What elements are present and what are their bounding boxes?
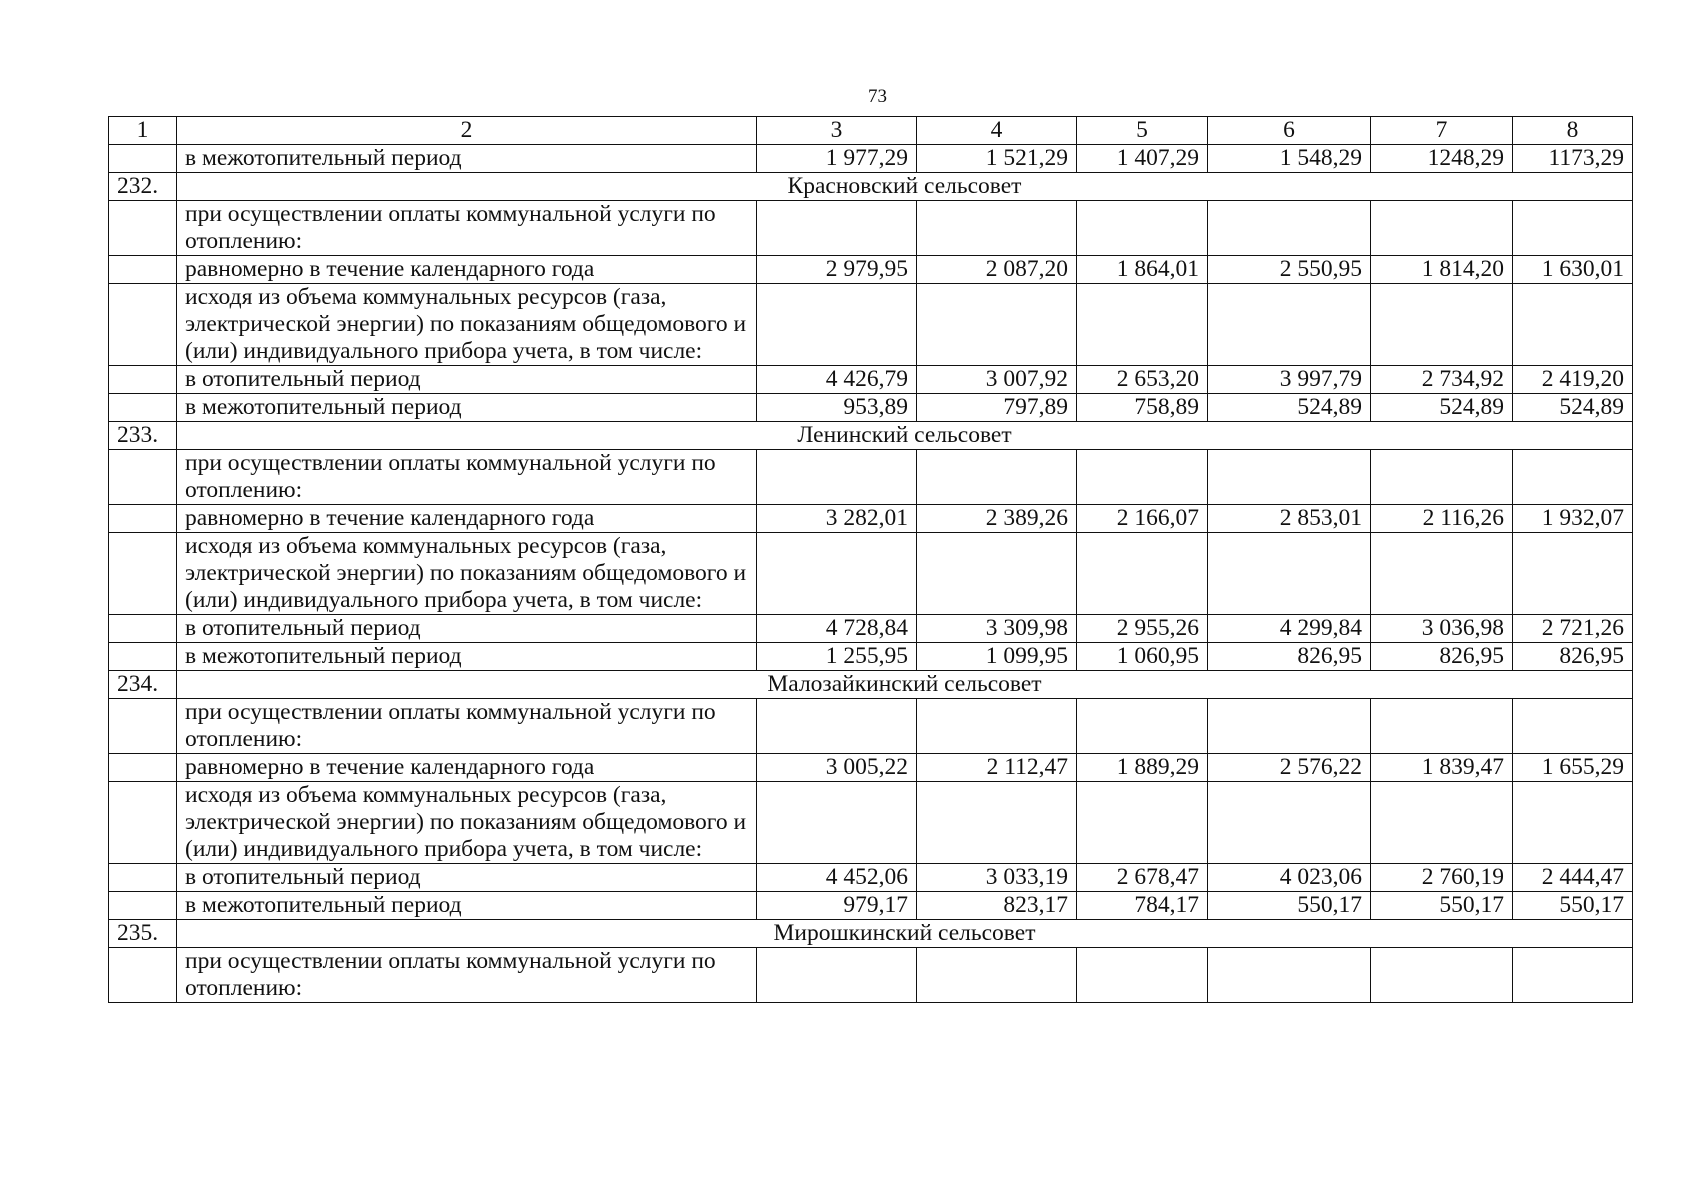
value-cell: 2 116,26 [1371, 505, 1513, 533]
table-row [109, 145, 1633, 173]
value-cell: 2 734,92 [1371, 366, 1513, 394]
value-cell: 826,95 [1371, 643, 1513, 671]
row-label: равномерно в течение календарного года [177, 505, 757, 533]
value-cell: 1 521,29 [917, 145, 1077, 173]
header-cell: 1 [109, 117, 177, 145]
value-cell: 2 087,20 [917, 256, 1077, 284]
table-row [109, 782, 1633, 864]
value-cell: 1 932,07 [1513, 505, 1633, 533]
value-cell: 826,95 [1208, 643, 1371, 671]
section-title: Мирошкинский сельсовет [177, 920, 1633, 948]
header-cell: 4 [917, 117, 1077, 145]
value-cell: 2 853,01 [1208, 505, 1371, 533]
value-cell: 758,89 [1077, 394, 1208, 422]
value-cell: 524,89 [1371, 394, 1513, 422]
row-label: исходя из объема коммунальных ресурсов (газа, электрической энергии) по показаниям общедомового и (или) индивидуального прибора учета, в том числе: [177, 284, 757, 366]
table-row [109, 699, 1633, 754]
value-cell: 1 814,20 [1371, 256, 1513, 284]
value-cell: 1 255,95 [757, 643, 917, 671]
table-row [109, 450, 1633, 505]
value-cell: 1 655,29 [1513, 754, 1633, 782]
value-cell: 2 112,47 [917, 754, 1077, 782]
header-cell: 2 [177, 117, 757, 145]
value-cell: 2 576,22 [1208, 754, 1371, 782]
table-row [109, 864, 1633, 892]
value-cell: 2 550,95 [1208, 256, 1371, 284]
value-cell: 550,17 [1513, 892, 1633, 920]
table-row [109, 201, 1633, 256]
section-header-row [109, 671, 1633, 699]
value-cell: 2 389,26 [917, 505, 1077, 533]
value-cell: 784,17 [1077, 892, 1208, 920]
value-cell: 3 005,22 [757, 754, 917, 782]
value-cell: 2 678,47 [1077, 864, 1208, 892]
value-cell: 1 839,47 [1371, 754, 1513, 782]
section-index: 235. [109, 920, 177, 948]
row-label: исходя из объема коммунальных ресурсов (газа, электрической энергии) по показаниям общедомового и (или) индивидуального прибора учета, в том числе: [177, 533, 757, 615]
value-cell: 1 060,95 [1077, 643, 1208, 671]
table-row [109, 754, 1633, 782]
row-label: в отопительный период [177, 615, 757, 643]
row-label: равномерно в течение календарного года [177, 256, 757, 284]
value-cell: 550,17 [1208, 892, 1371, 920]
value-cell: 1 407,29 [1077, 145, 1208, 173]
value-cell: 2 653,20 [1077, 366, 1208, 394]
row-label: в межотопительный период [177, 145, 757, 173]
table-row [109, 256, 1633, 284]
value-cell: 4 728,84 [757, 615, 917, 643]
table-row [109, 284, 1633, 366]
row-label: в межотопительный период [177, 892, 757, 920]
table-row [109, 366, 1633, 394]
value-cell: 3 007,92 [917, 366, 1077, 394]
value-cell: 4 023,06 [1208, 864, 1371, 892]
header-cell: 5 [1077, 117, 1208, 145]
header-row [109, 117, 1633, 145]
table-row [109, 394, 1633, 422]
row-label: при осуществлении оплаты коммунальной услуги по отоплению: [177, 948, 757, 1003]
header-cell: 8 [1513, 117, 1633, 145]
row-label: равномерно в течение календарного года [177, 754, 757, 782]
row-label: в отопительный период [177, 864, 757, 892]
value-cell: 4 426,79 [757, 366, 917, 394]
row-label: при осуществлении оплаты коммунальной услуги по отоплению: [177, 450, 757, 505]
value-cell: 1173,29 [1513, 145, 1633, 173]
row-label: исходя из объема коммунальных ресурсов (газа, электрической энергии) по показаниям общедомового и (или) индивидуального прибора учета, в том числе: [177, 782, 757, 864]
row-label: при осуществлении оплаты коммунальной услуги по отоплению: [177, 201, 757, 256]
table-row [109, 948, 1633, 1003]
table-row [109, 505, 1633, 533]
value-cell: 1 548,29 [1208, 145, 1371, 173]
section-index: 232. [109, 173, 177, 201]
section-header-row [109, 920, 1633, 948]
header-cell: 7 [1371, 117, 1513, 145]
value-cell: 4 299,84 [1208, 615, 1371, 643]
value-cell: 1 864,01 [1077, 256, 1208, 284]
value-cell: 524,89 [1513, 394, 1633, 422]
header-cell: 3 [757, 117, 917, 145]
value-cell: 3 997,79 [1208, 366, 1371, 394]
value-cell: 3 309,98 [917, 615, 1077, 643]
value-cell: 953,89 [757, 394, 917, 422]
table-row [109, 643, 1633, 671]
value-cell: 2 955,26 [1077, 615, 1208, 643]
value-cell: 823,17 [917, 892, 1077, 920]
row-label: в межотопительный период [177, 394, 757, 422]
value-cell: 1 630,01 [1513, 256, 1633, 284]
value-cell: 1248,29 [1371, 145, 1513, 173]
table-row [109, 615, 1633, 643]
value-cell: 2 419,20 [1513, 366, 1633, 394]
value-cell: 4 452,06 [757, 864, 917, 892]
section-index: 233. [109, 422, 177, 450]
section-header-row [109, 173, 1633, 201]
section-title: Ленинский сельсовет [177, 422, 1633, 450]
value-cell: 3 036,98 [1371, 615, 1513, 643]
value-cell: 1 977,29 [757, 145, 917, 173]
value-cell: 2 721,26 [1513, 615, 1633, 643]
value-cell: 1 099,95 [917, 643, 1077, 671]
table-row [109, 892, 1633, 920]
row-label: в межотопительный период [177, 643, 757, 671]
section-title: Красновский сельсовет [177, 173, 1633, 201]
value-cell: 1 889,29 [1077, 754, 1208, 782]
section-index: 234. [109, 671, 177, 699]
value-cell: 979,17 [757, 892, 917, 920]
value-cell: 2 979,95 [757, 256, 917, 284]
value-cell: 524,89 [1208, 394, 1371, 422]
value-cell: 550,17 [1371, 892, 1513, 920]
row-label: при осуществлении оплаты коммунальной услуги по отоплению: [177, 699, 757, 754]
table-row [109, 533, 1633, 615]
header-cell: 6 [1208, 117, 1371, 145]
value-cell: 826,95 [1513, 643, 1633, 671]
index-cell [109, 145, 177, 173]
value-cell: 797,89 [917, 394, 1077, 422]
section-title: Малозайкинский сельсовет [177, 671, 1633, 699]
tariff-table [108, 116, 1633, 1003]
value-cell: 2 760,19 [1371, 864, 1513, 892]
value-cell: 3 033,19 [917, 864, 1077, 892]
value-cell: 2 166,07 [1077, 505, 1208, 533]
value-cell: 2 444,47 [1513, 864, 1633, 892]
page-number: 73 [868, 86, 887, 107]
value-cell: 3 282,01 [757, 505, 917, 533]
section-header-row [109, 422, 1633, 450]
row-label: в отопительный период [177, 366, 757, 394]
